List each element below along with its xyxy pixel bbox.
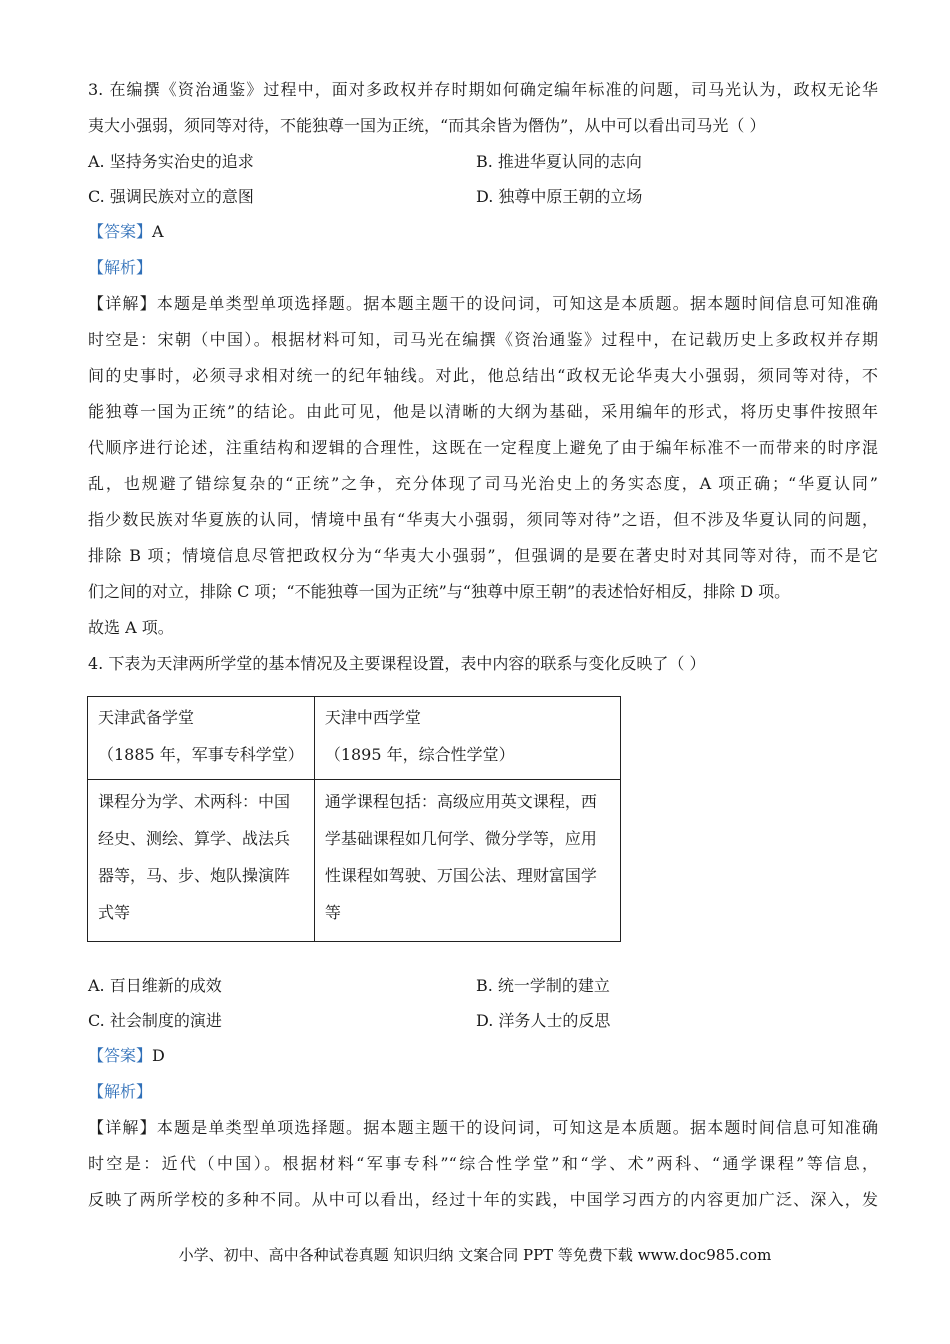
table-cell-line: 天津武备学堂 [98,708,195,727]
q3-explanation-line: 间的史事时，必须寻求相对统一的纪年轴线。对此，他总结出“政权无论华夷大小强弱，须同等对待，不 [88,366,878,385]
q3-stem-line-2: 夷大小强弱，须同等对待，不能独尊一国为正统，“而其余皆为僭伪”，从中可以看出司马光（ ） [88,116,766,135]
table-header-row [88,697,621,780]
q3-option-c: C. 强调民族对立的意图 [88,187,254,206]
q4-explanation-line: 【详解】本题是单类型单项选择题。据本题主题干的设问词，可知这是本质题。据本题时间信息可知准确 [88,1118,878,1137]
q3-option-a: A. 坚持务实治史的追求 [88,152,254,171]
q4-option-d: D. 洋务人士的反思 [476,1011,611,1030]
q3-analysis-label: 【解析】 [88,258,153,277]
q4-option-a: A. 百日维新的成效 [88,976,222,995]
table-cell-line: （1885 年，军事专科学堂） [98,745,304,764]
table-cell-zhongxi-courses [314,780,620,942]
table-body-row [88,780,621,942]
q3-explanation-line: 们之间的对立，排除 C 项；“不能独尊一国为正统”与“独尊中原王朝”的表述恰好相反，排除 D 项。 [88,582,791,601]
q4-explanation-line: 反映了两所学校的多种不同。从中可以看出，经过十年的实践，中国学习西方的内容更加广泛、深入，发 [88,1190,878,1209]
q3-explanation-line: 故选 A 项。 [88,618,174,637]
q4-analysis-label: 【解析】 [88,1082,153,1101]
q3-answer-label: 【答案】 [88,222,153,241]
q3-explanation-line: 乱，也规避了错综复杂的“正统”之争，充分体现了司马光治史上的务实态度，A 项正确；“华夏认同” [88,474,878,493]
table-cell-line: 式等 [98,903,131,922]
table-cell-line: 天津中西学堂 [324,708,421,727]
q3-explanation-line: 排除 B 项；情境信息尽管把政权分为“华夷大小强弱”，但强调的是要在著史时对其同等对待，而不是它 [88,546,878,565]
q3-answer-value: A [152,222,164,241]
q4-answer-label: 【答案】 [88,1046,153,1065]
table-cell-wubei-header [88,697,315,780]
q3-answer [88,222,164,242]
q4-answer [88,1046,165,1066]
schools-table [87,696,621,942]
table-cell-wubei-courses [88,780,315,942]
q3-explanation-line: 代顺序进行论述，注重结构和逻辑的合理性，这既在一定程度上避免了由于编年标准不一而带来的时序混 [88,438,878,457]
table-cell-line: 学基础课程如几何学、微分学等，应用 [324,829,597,848]
q4-answer-value: D [152,1046,165,1065]
q3-option-d: D. 独尊中原王朝的立场 [476,187,643,206]
q4-stem: 4. 下表为天津两所学堂的基本情况及主要课程设置，表中内容的联系与变化反映了（ ） [88,654,706,673]
table-cell-line: 等 [324,903,341,922]
q3-option-b: B. 推进华夏认同的志向 [476,152,642,171]
page-footer: 小学、初中、高中各种试卷真题 知识归纳 文案合同 PPT 等免费下载 www.doc985.com [178,1246,772,1264]
q3-explanation-line: 指少数民族对华夏族的认同，情境中虽有“华夷大小强弱，须同等对待”之语，但不涉及华夏认同的问题， [88,510,878,529]
q4-option-c: C. 社会制度的演进 [88,1011,222,1030]
q4-explanation-line: 时空是：近代（中国）。根据材料“军事专科”“综合性学堂”和“学、术”两科、“通学课程”等信息， [88,1154,878,1173]
q3-explanation-line: 能独尊一国为正统”的结论。由此可见，他是以清晰的大纲为基础，采用编年的形式，将历史事件按照年 [88,402,878,421]
table-cell-line: （1895 年，综合性学堂） [324,745,515,764]
q4-option-b: B. 统一学制的建立 [476,976,610,995]
q3-explanation-line: 【详解】本题是单类型单项选择题。据本题主题干的设问词，可知这是本质题。据本题时间信息可知准确 [88,294,878,313]
table-cell-line: 器等，马、步、炮队操演阵 [98,866,291,885]
table-cell-line: 经史、测绘、算学、战法兵 [98,829,291,848]
table-cell-zhongxi-header [314,697,620,780]
q3-stem-line-1: 3. 在编撰《资治通鉴》过程中，面对多政权并存时期如何确定编年标准的问题，司马光认为，政权无论华 [88,80,878,99]
table-cell-line: 通学课程包括：高级应用英文课程，西 [324,792,597,811]
table-cell-line: 课程分为学、术两科：中国 [98,792,291,811]
q3-explanation-line: 时空是：宋朝（中国）。根据材料可知，司马光在编撰《资治通鉴》过程中，在记载历史上多政权并存期 [88,330,878,349]
table-cell-line: 性课程如驾驶、万国公法、理财富国学 [324,866,597,885]
